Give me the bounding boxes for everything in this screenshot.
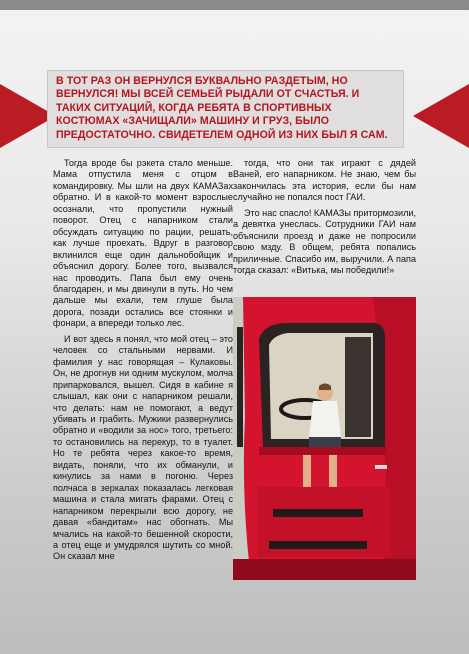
door-handle — [375, 465, 387, 469]
person-leg-left — [303, 453, 311, 487]
pull-quote-text: В ТОТ РАЗ ОН ВЕРНУЛСЯ БУКВАЛЬНО РАЗДЕТЫМ, НО ВЕРНУЛСЯ! МЫ ВСЕЙ СЕМЬЕЙ РЫДАЛИ ОТ СЧАСТЬЯ. И ТАКИХ СИТУАЦИЙ, КОГДА РЕБЯТА В СПОРТИВНЫХ КОСТЮМАХ «ЗАЧИЩАЛИ» МАШИНУ И ГРУЗ, БЫЛО ПРЕДОСТАТОЧНО. СВИДЕТЕЛЕМ ОДНОЙ ИЗ НИХ БЫЛ Я САМ. — [56, 75, 388, 141]
right-chevron-decoration — [413, 84, 469, 148]
right-paragraph-1: тогда, что они так играют с дядей Ваней, его напарником. Не знаю, чем бы закончилась эта история, если бы нам случайно не попался пост ГАИ. — [233, 158, 416, 203]
mirror-arm — [237, 327, 243, 447]
photo-bottom-shadow — [233, 559, 416, 580]
seat-back — [345, 337, 371, 437]
right-text-column — [233, 158, 416, 277]
right-paragraph-2: Это нас спасло! КАМАЗы притормозили, а девятка унеслась. Сотрудники ГАИ нам объяснили проезд и даже не попросили свою мзду. В общем, ребята попались приличные. Спасибо им, выручили. А папа тогда сказал: «Витька, мы победили!» — [233, 207, 416, 276]
person-shirt — [309, 401, 341, 437]
cab-step-upper — [273, 509, 363, 517]
door-sill — [259, 447, 387, 455]
left-text-column — [53, 158, 233, 563]
left-paragraph-1: Тогда вроде бы рэкета стало меньше. Мама отпустила меня с отцом в командировку. Мы шли на двух КАМАЗах обратно. И в какой-то момент взрослые осознали, что пропустили нужный поворот. Отец с напарником стали обсуждать ситуацию по рации, решать, как лучше проехать. Вдруг в разговор вклинился еще один дальнобойщик и объяснил дорогу. Более того, вызвался нас проводить. Папа был ему очень благодарен, и мы двинули в путь. Но чем дальше мы ехали, тем глуше была дорога, позади остались все стоянки и фонари, а впереди только лес. — [53, 158, 233, 329]
truck-cab-photo — [233, 297, 416, 580]
cab-step-lower — [269, 541, 367, 549]
left-paragraph-2: И вот здесь я понял, что мой отец – это человек со стальными нервами. И фамилия у нас говорящая – Кулаковы. Он, не дрогнув ни одним мускулом, молча припарковался, вышел. Сидя в кабине я слышал, как они с напарником решали, что делать: нам не помогают, а ведут убивать и грабить. Мужики развернулись обратно и «водили за нос» того, третьего: то остановились на перекур, то в туалет. Но те ребята через какое-то время, видать, поняли, что их обманули, и кинулись за нами в погоню. Через полчаса в зеркалах показалась легковая машина и стала мигать фарами. Отец с напарником перекрыли всю дорогу, не давая «бандитам» нас обогнать. Мы мчались на какой-то бешенной скорости, а отец еще и умудрялся шутить со мной. Он сказал мне — [53, 333, 233, 562]
top-bar — [0, 0, 469, 10]
pull-quote-box — [47, 70, 404, 148]
person-leg-right — [329, 453, 337, 487]
truck-photo-illustration — [233, 297, 416, 580]
